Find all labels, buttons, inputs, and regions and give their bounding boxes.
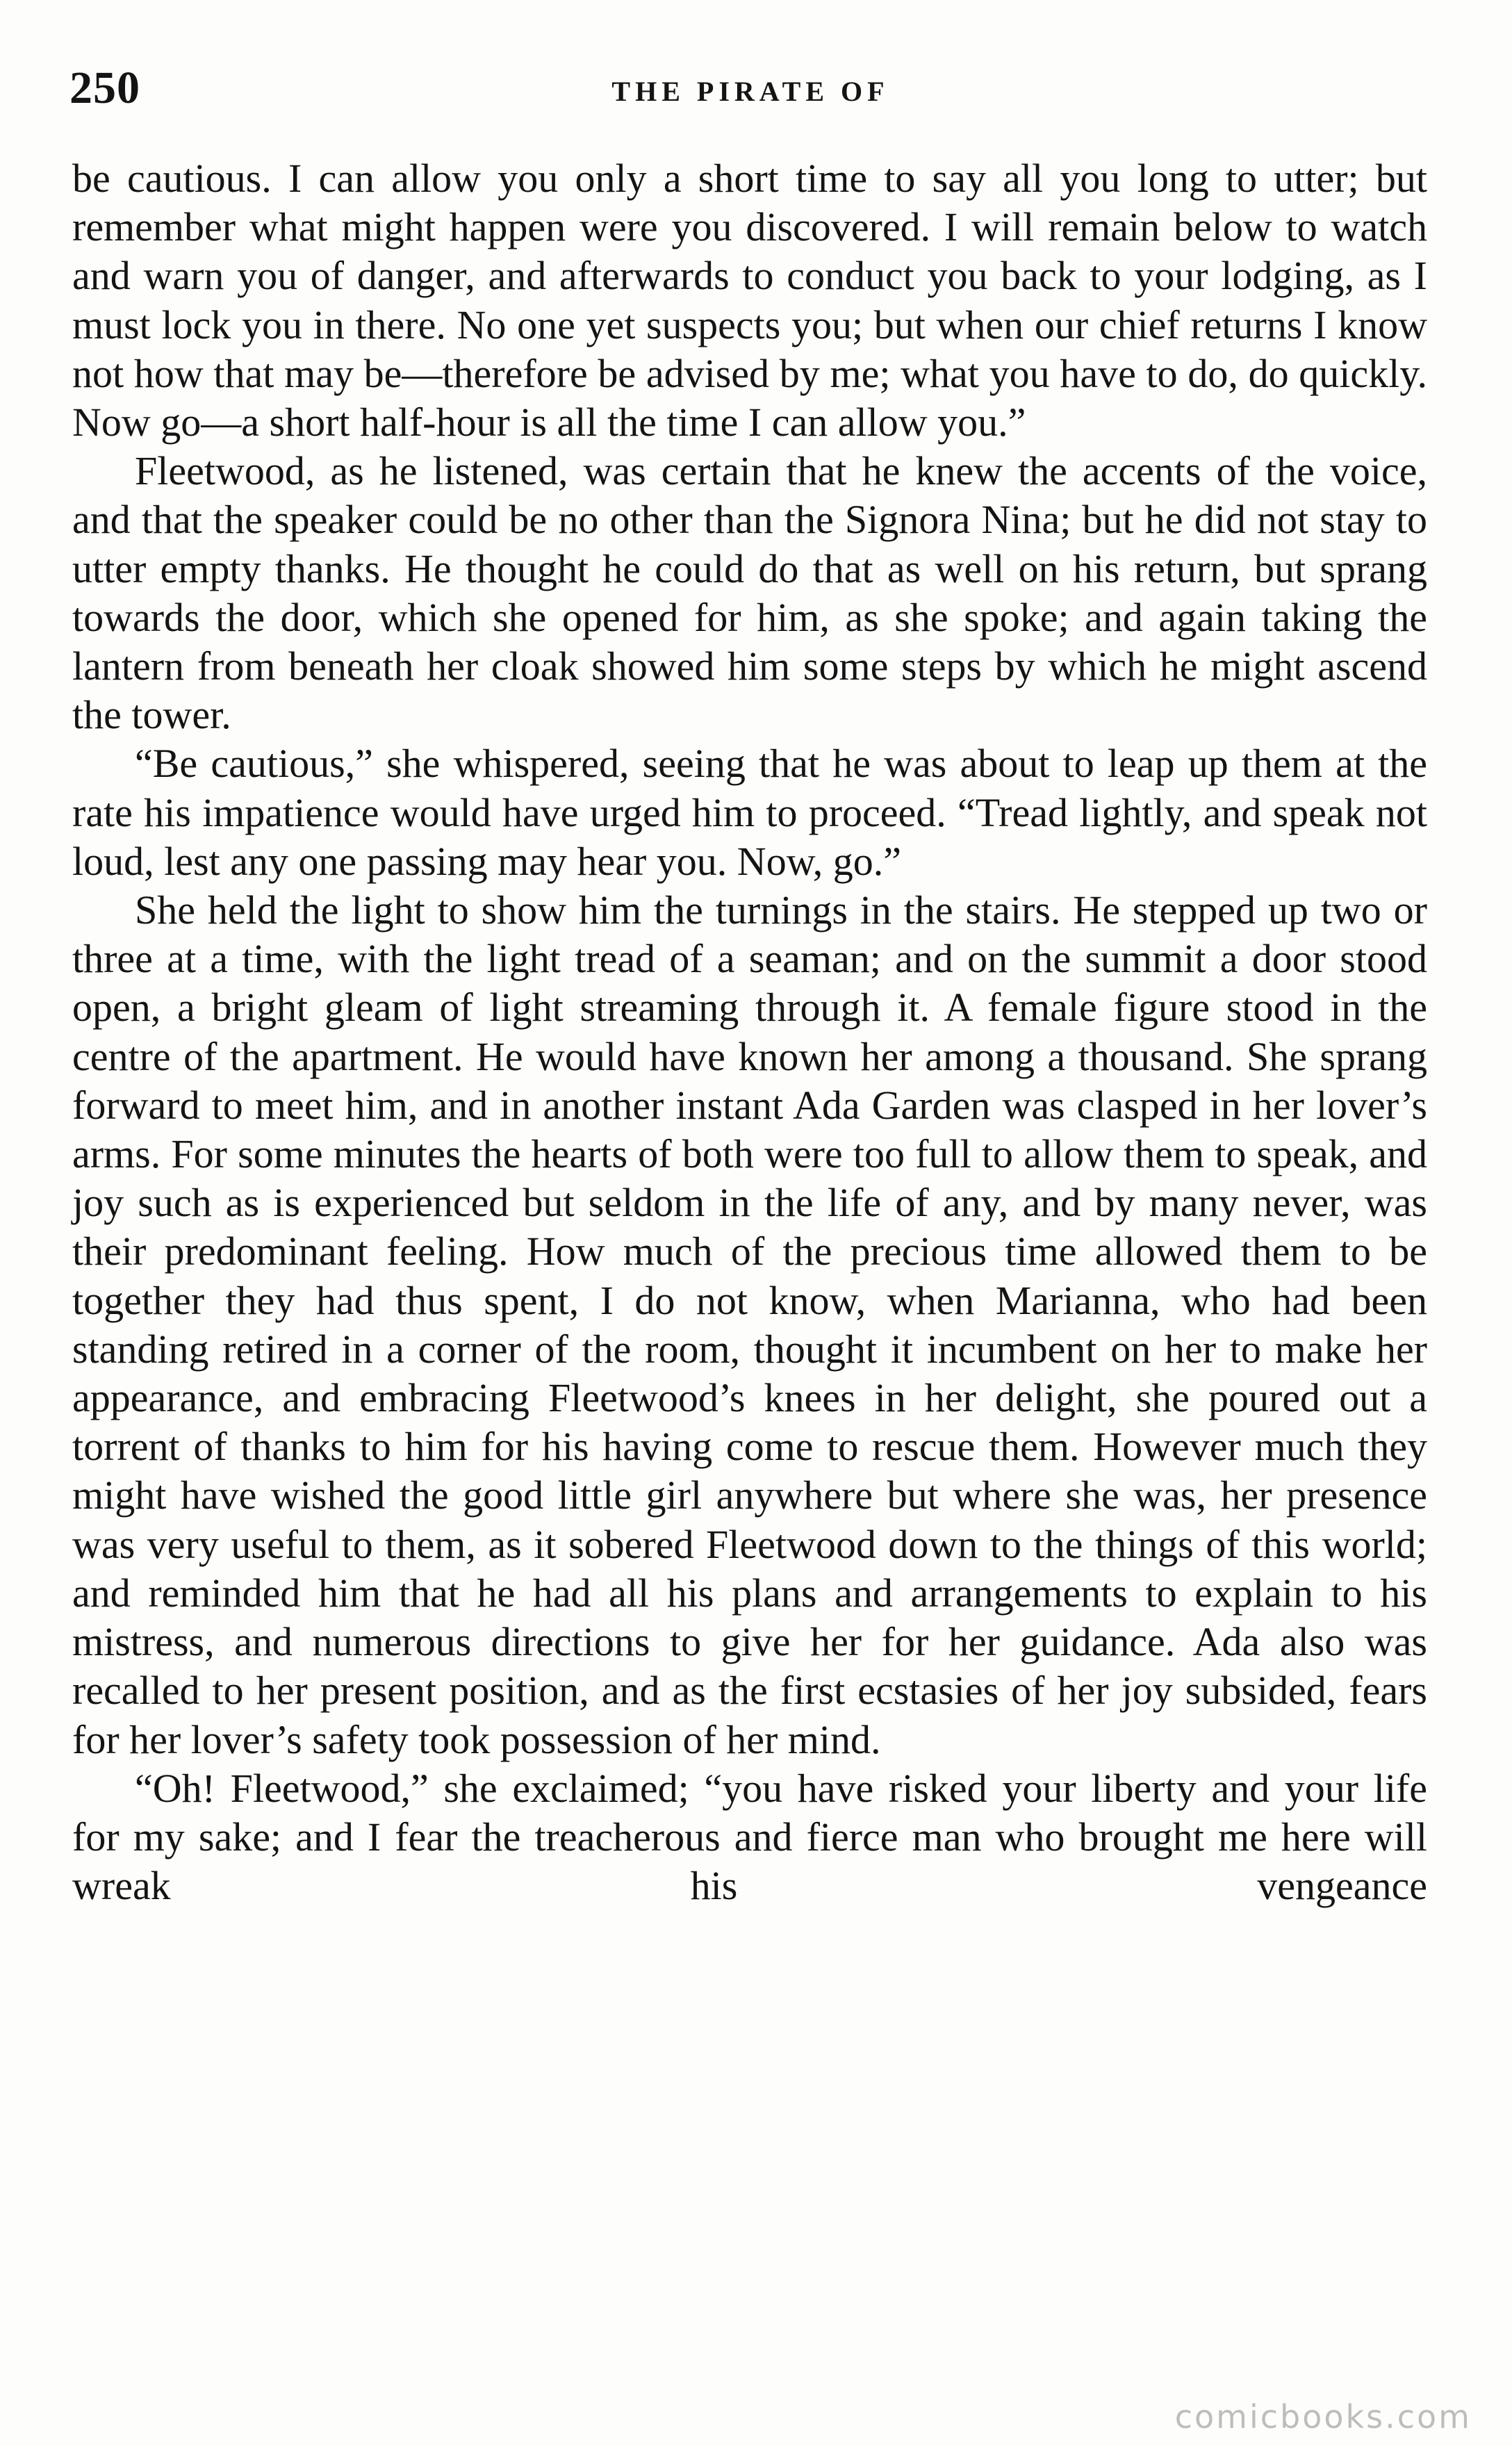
paragraph-unfinished: “Oh! Fleetwood,” she exclaimed; “you have risked your liberty and your life for my sake; and I fear the treacherous and fierce man who brought me here will wreak his vengeance [72,1765,1427,1909]
paragraph: “Be cautious,” she whispered, seeing that he was about to leap up them at the rate his impatience would have urged him to proceed. “Tread lightly, and speak not loud, lest any one passing may hear you. Now, go.” [72,741,1427,884]
paragraph-continued: be cautious. I can allow you only a short time to say all you long to utter; but remember what might happen were you discovered. I will remain below to watch and warn you of danger, and afterwards to conduct you back to your lodging, as I must lock you in there. No one yet suspects you; but when our chief returns I know not how that may be—therefore be advised by me; what you have to do, do quickly. Now go—a short half-hour is all the time I can allow you.” [72,156,1427,445]
paragraph: She held the light to show him the turnings in the stairs. He stepped up two or three at a time, with the light tread of a seaman; and on the summit a door stood open, a bright gleam of light streaming through it. A female figure stood in the centre of the apartment. He would have known her among a thousand. She sprang forward to meet him, and in another instant Ada Garden was clasped in her lover’s arms. For some minutes the hearts of both were too full to allow them to speak, and joy such as is experienced but seldom in the life of any, and by many never, was their predominant feeling. How much of the precious time allowed them to be together they had thus spent, I do not know, when Marianna, who had been standing retired in a corner of the room, thought it incumbent on her to make her appearance, and embracing Fleetwood’s knees in her delight, she poured out a torrent of thanks to him for his having come to rescue them. However much they might have wished the good little girl anywhere but where she was, her presence was very useful to them, as it sobered Fleetwood down to the things of this world; and reminded him that he had all his plans and arrangements to explain to his mistress, and numerous directions to give her for her guidance. Ada also was recalled to her present position, and as the first ecstasies of her joy subsided, fears for her lover’s safety took possession of her mind. [72,887,1427,1762]
running-title: THE PIRATE OF [611,76,889,107]
running-head [69,57,1431,120]
paragraph: Fleetwood, as he listened, was certain that he knew the accents of the voice, and that the speaker could be no other than the Signora Nina; but he did not stay to utter empty thanks. He thought he could do that as well on his return, but sprang towards the door, which she opened for him, as she spoke; and again taking the lantern from beneath her cloak showed him some steps by which he might ascend the tower. [72,448,1427,738]
page-number: 250 [69,63,140,113]
text-body [72,154,1427,1910]
watermark: comicbooks.com [1174,2398,1472,2436]
